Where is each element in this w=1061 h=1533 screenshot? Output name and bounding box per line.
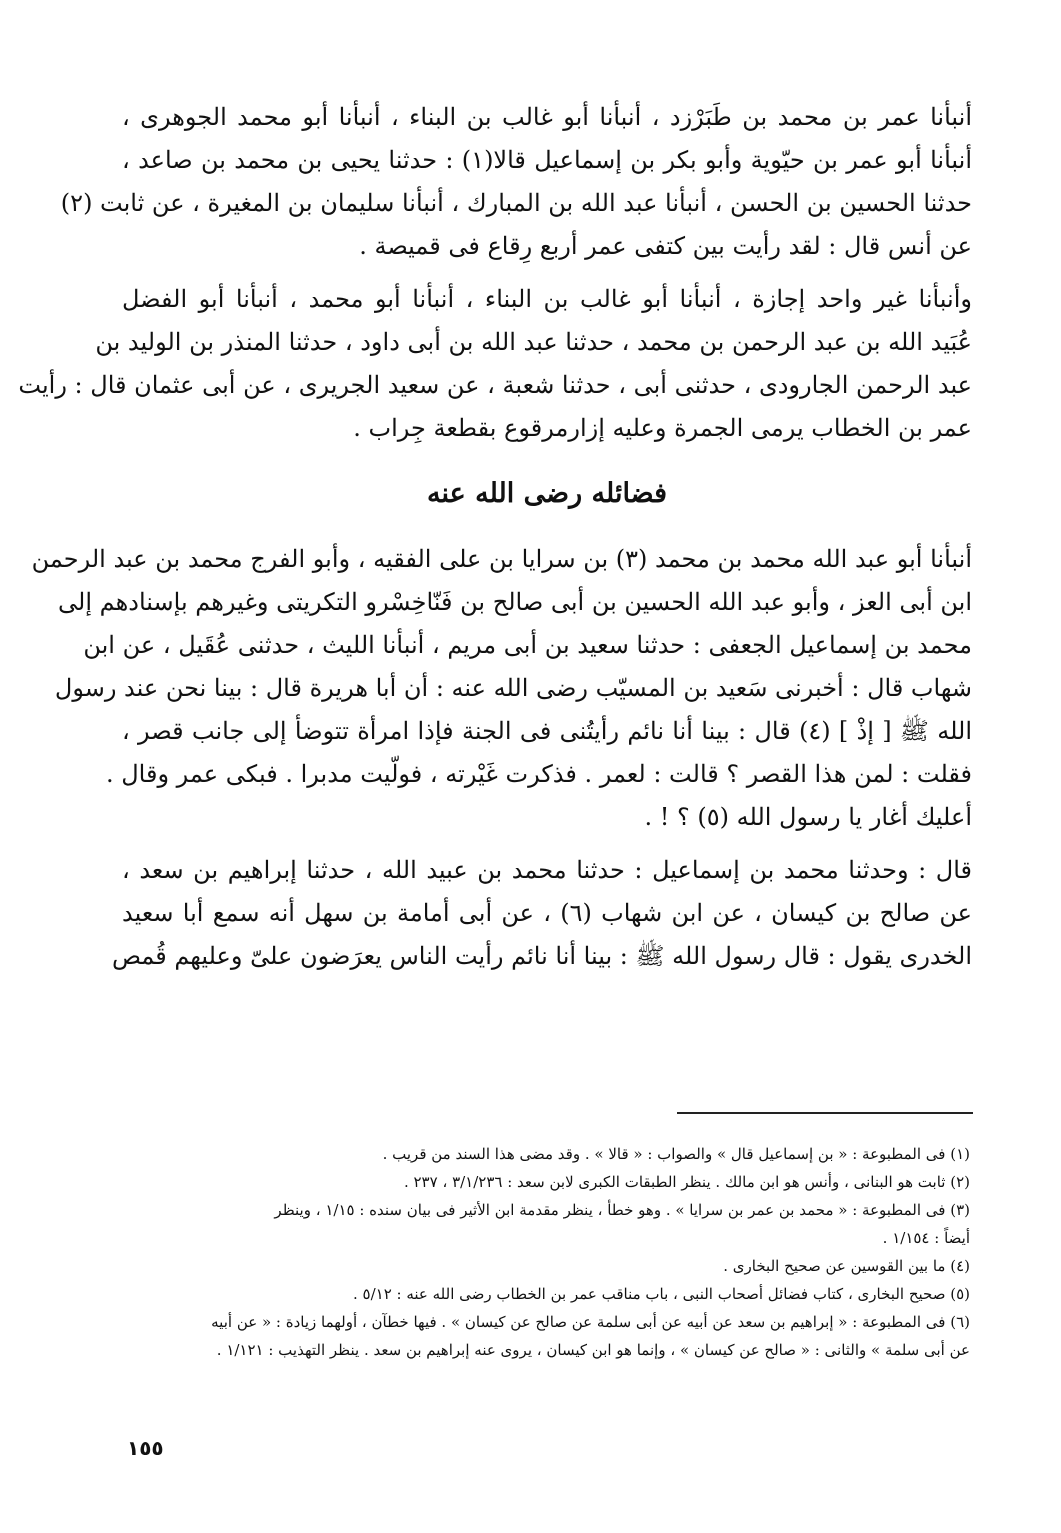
text-line: الخدرى يقول : قال رسول الله ﷺ : بينا أنا نائم رأيت الناس يعرَضون علىّ وعليهم قُمص — [111, 942, 972, 970]
footnote-line: (٢) ثابت هو البنانى ، وأنس هو ابن مالك . ينظر الطبقات الكبرى لابن سعد : ٣/١/٢٣٦ ، ٢٣٧ . — [403, 1173, 970, 1191]
text-line: أنبأنا عمر بن محمد بن طَبَرْزد ، أنبأنا أبو غالب بن البناء ، أنبأنا أبو محمد الجوهرى ، — [122, 103, 972, 131]
paragraph-2 — [18, 278, 972, 450]
footnote-line: (٣) فى المطبوعة : « محمد بن عمر بن سرايا » . وهو خطأ ، ينظر مقدمة ابن الأثير فى بيان سنده : ١/١٥ ، وينظر — [274, 1201, 970, 1219]
footnote-line: (٦) فى المطبوعة : « إبراهيم بن سعد عن أبيه عن أبى سلمة عن صالح عن كيسان » . فيها خطآن ، أولهما زيادة : « عن أبيه — [211, 1313, 970, 1331]
footnote-line: عن أبى سلمة » والثانى : « صالح عن كيسان » ، وإنما هو ابن كيسان ، يروى عنه إبراهيم بن سعد . ينظر التهذيب : ١/١٢١ . — [216, 1341, 970, 1359]
page-number: ١٥٥ — [127, 1436, 164, 1460]
text-line: عمر بن الخطاب يرمى الجمرة وعليه إزارمرقوع بقطعة جِراب . — [353, 414, 972, 442]
text-line: أنبأنا أبو عمر بن حيّوية وأبو بكر بن إسماعيل قالا(١) : حدثنا يحيى بن محمد بن صاعد ، — [122, 146, 972, 174]
text-line: محمد بن إسماعيل الجعفى : حدثنا سعيد بن أبى مريم ، أنبأنا الليث ، حدثنى عُقَيل ، عن ابن — [83, 631, 972, 659]
paragraph-4 — [111, 849, 972, 978]
paragraph-1 — [60, 96, 972, 268]
footnote-line: (٥) صحيح البخارى ، كتاب فضائل أصحاب النبى ، باب مناقب عمر بن الخطاب رضى الله عنه : ٥/١٢ . — [352, 1285, 970, 1303]
footnote-line: (٤) ما بين القوسين عن صحيح البخارى . — [723, 1257, 970, 1275]
text-line: عن أنس قال : لقد رأيت بين كتفى عمر أربع رِقاع فى قميصة . — [359, 232, 972, 260]
text-line: وأنبأنا غير واحد إجازة ، أنبأنا أبو غالب بن البناء ، أنبأنا أبو محمد ، أنبأنا أبو الفضل — [122, 285, 972, 313]
text-line: أعليك أغار يا رسول الله (٥) ؟ ! . — [644, 803, 972, 831]
text-line: عبد الرحمن الجارودى ، حدثنى أبى ، حدثنا شعبة ، عن سعيد الجريرى ، عن أبى عثمان قال : رأيت — [18, 371, 972, 399]
text-line: عن صالح بن كيسان ، عن ابن شهاب (٦) ، عن أبى أمامة بن سهل أنه سمع أبا سعيد — [122, 899, 972, 927]
text-line: قال : وحدثنا محمد بن إسماعيل : حدثنا محمد بن عبيد الله ، حدثنا إبراهيم بن سعد ، — [122, 856, 972, 884]
text-line: عُبَيد الله بن عبد الرحمن بن محمد ، حدثنا عبد الله بن أبى داود ، حدثنا المنذر بن الوليد بن — [95, 328, 972, 356]
footnote-divider — [677, 1112, 973, 1114]
text-line: شهاب قال : أخبرنى سَعيد بن المسيّب رضى الله عنه : أن أبا هريرة قال : بينا نحن عند رسول — [54, 674, 972, 702]
text-line: الله ﷺ [ إذْ ] (٤) قال : بينا أنا نائم رأيتُنى فى الجنة فإذا امرأة تتوضأ إلى جانب قصر ، — [122, 717, 972, 745]
text-line: فقلت : لمن هذا القصر ؟ قالت : لعمر . فذكرت غَيْرته ، فولّيت مدبرا . فبكى عمر وقال . — [105, 760, 972, 788]
section-heading: فضائله رضى الله عنه — [426, 478, 668, 509]
text-line: أنبأنا أبو عبد الله محمد بن محمد (٣) بن سرايا بن على الفقيه ، وأبو الفرج محمد بن عبد الرحمن — [31, 545, 972, 573]
footnote-line: (١) فى المطبوعة : « بن إسماعيل قال » والصواب : « قالا » . وقد مضى هذا السند من قريب . — [382, 1145, 970, 1163]
text-line: حدثنا الحسين بن الحسن ، أنبأنا عبد الله بن المبارك ، أنبأنا سليمان بن المغيرة ، عن ثابت (٢) — [60, 189, 972, 217]
footnotes — [122, 1140, 970, 1364]
main-text — [18, 96, 972, 978]
footnote-line: أيضاً : ١/١٥٤ . — [882, 1229, 970, 1247]
text-line: ابن أبى العز ، وأبو عبد الله الحسين بن أبى صالح بن فَنّاخِسْرو التكريتى وغيرهم بإسنادهم إلى — [58, 588, 972, 616]
paragraph-3 — [31, 538, 972, 839]
